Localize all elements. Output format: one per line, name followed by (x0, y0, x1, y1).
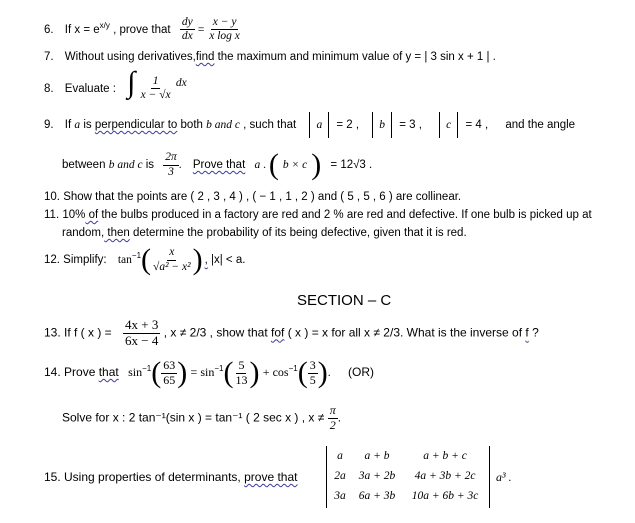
q9-is-2: is (142, 159, 155, 172)
mag-a: a (316, 119, 323, 132)
question-6: 6. If $x = e^{x/y}$ , prove that $\frac{dy}{dx}$ = $\frac{x - y}{\text{x log x}}$ (44, 16, 240, 43)
q11-percent: 10% (62, 209, 86, 221)
mag-b-value: = 3 , (399, 119, 422, 132)
q14-that: that (98, 365, 119, 380)
question-15 (44, 470, 298, 484)
mag-c-value: = 4 , (465, 119, 489, 132)
q14-frac-3 (308, 359, 318, 388)
mag-c: c (446, 119, 452, 132)
question-11 (44, 209, 592, 221)
q14-label: 14. Prove (44, 365, 99, 380)
vector-c-2: c (137, 159, 143, 172)
q14-inverse-2: −1 (214, 364, 224, 374)
det-cell: 10a + 6b + 3c (411, 490, 479, 502)
q9-such-that: , such that (239, 119, 297, 132)
q11-line-1: the bulbs produced in a factory are red and 2 % are red and defective. If one bulb is picked up at (98, 209, 592, 221)
q9-and: and (211, 119, 235, 132)
q13-label: 13. If f ( x ) = (44, 325, 112, 340)
det-cell: a (337, 450, 343, 462)
q7-number: 7. (44, 51, 54, 63)
q14-sin: sin (128, 365, 143, 380)
q13-f: f (525, 325, 529, 340)
q15-result: a³ . (496, 470, 512, 484)
question-8 (44, 68, 187, 103)
q9-perpendicular: perpendicular to (94, 119, 178, 132)
q9-between: between (62, 159, 109, 172)
q11-line-2: determine the probability of its being defective, given that it is red. (129, 227, 467, 239)
q6-dy: dy (180, 16, 195, 30)
q12-num: x (167, 246, 176, 260)
section-title: SECTION – C (297, 292, 392, 309)
det-cell: 3a + 2b (358, 470, 396, 482)
q10-number: 10. (44, 191, 60, 203)
vector-b: b (206, 119, 212, 132)
q7-text-a: Without using derivatives, (64, 51, 196, 63)
cross-product: b × c (282, 159, 308, 172)
angle-fraction (163, 151, 179, 178)
q9-number: 9. (44, 119, 54, 132)
q14-period: . (337, 410, 342, 425)
q15-prove-that: prove that (244, 470, 298, 484)
q14-pi: π (329, 403, 336, 417)
determinant (326, 446, 490, 508)
q14-n3: 3 (309, 357, 316, 372)
q14-d1: 65 (163, 372, 176, 387)
q14-or: (OR) (348, 365, 375, 380)
q13-fof: fof (271, 325, 285, 340)
vector-b-2: b (108, 159, 115, 172)
q8-label: Evaluate : (64, 83, 116, 95)
q6-dx: dx (181, 30, 193, 43)
q12-label: 12. Simplify: (44, 254, 107, 267)
q6-exponent: x/y (99, 20, 110, 30)
q13-text-3: ? (528, 325, 539, 340)
q6-rhs-den: x log x (209, 30, 240, 43)
vector-c: c (234, 119, 240, 132)
q9-both: both (177, 119, 207, 132)
q13-text-2: ( x ) = x for all x ≠ 2/3. What is the inverse of (284, 325, 526, 340)
det-row-1 (327, 446, 489, 466)
dot-vector-a: a (254, 159, 261, 172)
mag-b: b (379, 119, 386, 132)
q7-text-c: the maximum and minimum value of y = | 3 sin x + 1 | . (214, 51, 496, 63)
q6-number: 6. (44, 23, 54, 36)
q11-number: 11. (44, 209, 60, 221)
det-cell: 2a (334, 470, 346, 482)
q9-if: If (64, 119, 75, 132)
question-7 (44, 51, 496, 63)
q14-n2: 5 (238, 357, 245, 372)
q8-number: 8. (44, 83, 54, 95)
angle-num: 2π (163, 151, 179, 165)
det-cell: a + b + c (423, 450, 467, 462)
integral-sign: ∫ (127, 66, 136, 99)
question-11-line-2 (62, 227, 467, 239)
q7-find: find (195, 51, 215, 63)
q8-dx: dx (175, 77, 187, 89)
q11-then: then (104, 227, 130, 239)
q14-d2: 13 (235, 372, 248, 387)
q12-inverse: −1 (131, 251, 142, 261)
mag-a-value: = 2 , (336, 119, 360, 132)
q14-eq-sin: = sin (190, 365, 215, 380)
q9-angle-text: and the angle (505, 119, 576, 132)
q14-plus-cos: + cos (262, 365, 289, 380)
question-12: 12. Simplify: $\tan^{-1}$( $\frac{x}{\text{√a² − x²}}$ ) , |x| < a. (44, 243, 246, 276)
question-9 (44, 112, 575, 138)
question-10 (44, 191, 461, 203)
det-cell: a + b (364, 450, 390, 462)
q10-text: Show that the points are ( 2 , 3 , 4 ) , ( − 1 , 1 , 2 ) and ( 5 , 5 , 6 ) are collinear. (63, 191, 462, 203)
vector-a: a (74, 119, 81, 132)
q6-dydx (180, 16, 195, 43)
q6-prove-text: , prove that (109, 23, 171, 36)
q13-num: 4x + 3 (125, 317, 159, 332)
q9-prove-that: Prove that (192, 159, 246, 172)
question-9-line-2: between b and c is $\frac{2\pi}{3}$ . Prove that a . ( b × c ) = 12√3 . (62, 148, 373, 181)
q13-text-1: , x ≠ 2/3 , show that (163, 325, 272, 340)
det-cell: 4a + 3b + 2c (414, 470, 476, 482)
q14-frac-2 (233, 359, 249, 388)
q11-random: random, (62, 227, 105, 239)
det-cell: 3a (334, 490, 346, 502)
q14-frac-1 (161, 359, 177, 388)
q13-fraction (123, 318, 160, 349)
q12-tan: tan (117, 254, 132, 267)
q9-is: is (80, 119, 95, 132)
q6-text: If x = e (64, 23, 100, 36)
q9-and-2: and (114, 159, 138, 172)
q12-fraction (151, 246, 193, 273)
q14-inverse-1: −1 (142, 364, 152, 374)
det-cell: 6a + 3b (358, 490, 396, 502)
q8-num: 1 (151, 75, 161, 89)
det-row-3 (327, 486, 489, 506)
q8-integrand (139, 75, 173, 102)
q8-den: x − √x (140, 89, 171, 102)
q14-inverse-3: −1 (288, 364, 298, 374)
q13-den: 6x − 4 (125, 332, 159, 348)
q11-of: of (85, 209, 99, 221)
q14-solve-text: Solve for x : 2 tan⁻¹(sin x ) = tan⁻¹ ( 2 sec x ) , x ≠ (62, 410, 325, 425)
q14-d3: 5 (309, 372, 316, 387)
q14-two: 2 (329, 417, 336, 432)
q6-rhs (207, 16, 242, 43)
question-14: 14. Prove that $\sin^{-1}$( $\frac{63}{65}$ ) = $\sin^{-1}$( $\frac{5}{13}$ ) + $\cos^{-1}$( $\frac{3}{5}$ ). (OR) (44, 356, 375, 389)
q9-result: = 12√3 . (330, 159, 373, 172)
question-14-alt (62, 404, 341, 433)
question-13 (44, 318, 539, 349)
q14-pi-half (328, 404, 338, 433)
q14-n1: 63 (163, 357, 176, 372)
q12-den: √a² − x² (153, 260, 191, 273)
q12-condition: |x| < a. (211, 254, 246, 267)
q6-rhs-num: x − y (211, 16, 239, 30)
angle-den: 3 (168, 165, 174, 178)
q15-label: 15. Using properties of determinants, (44, 470, 241, 484)
det-row-2 (327, 466, 489, 486)
